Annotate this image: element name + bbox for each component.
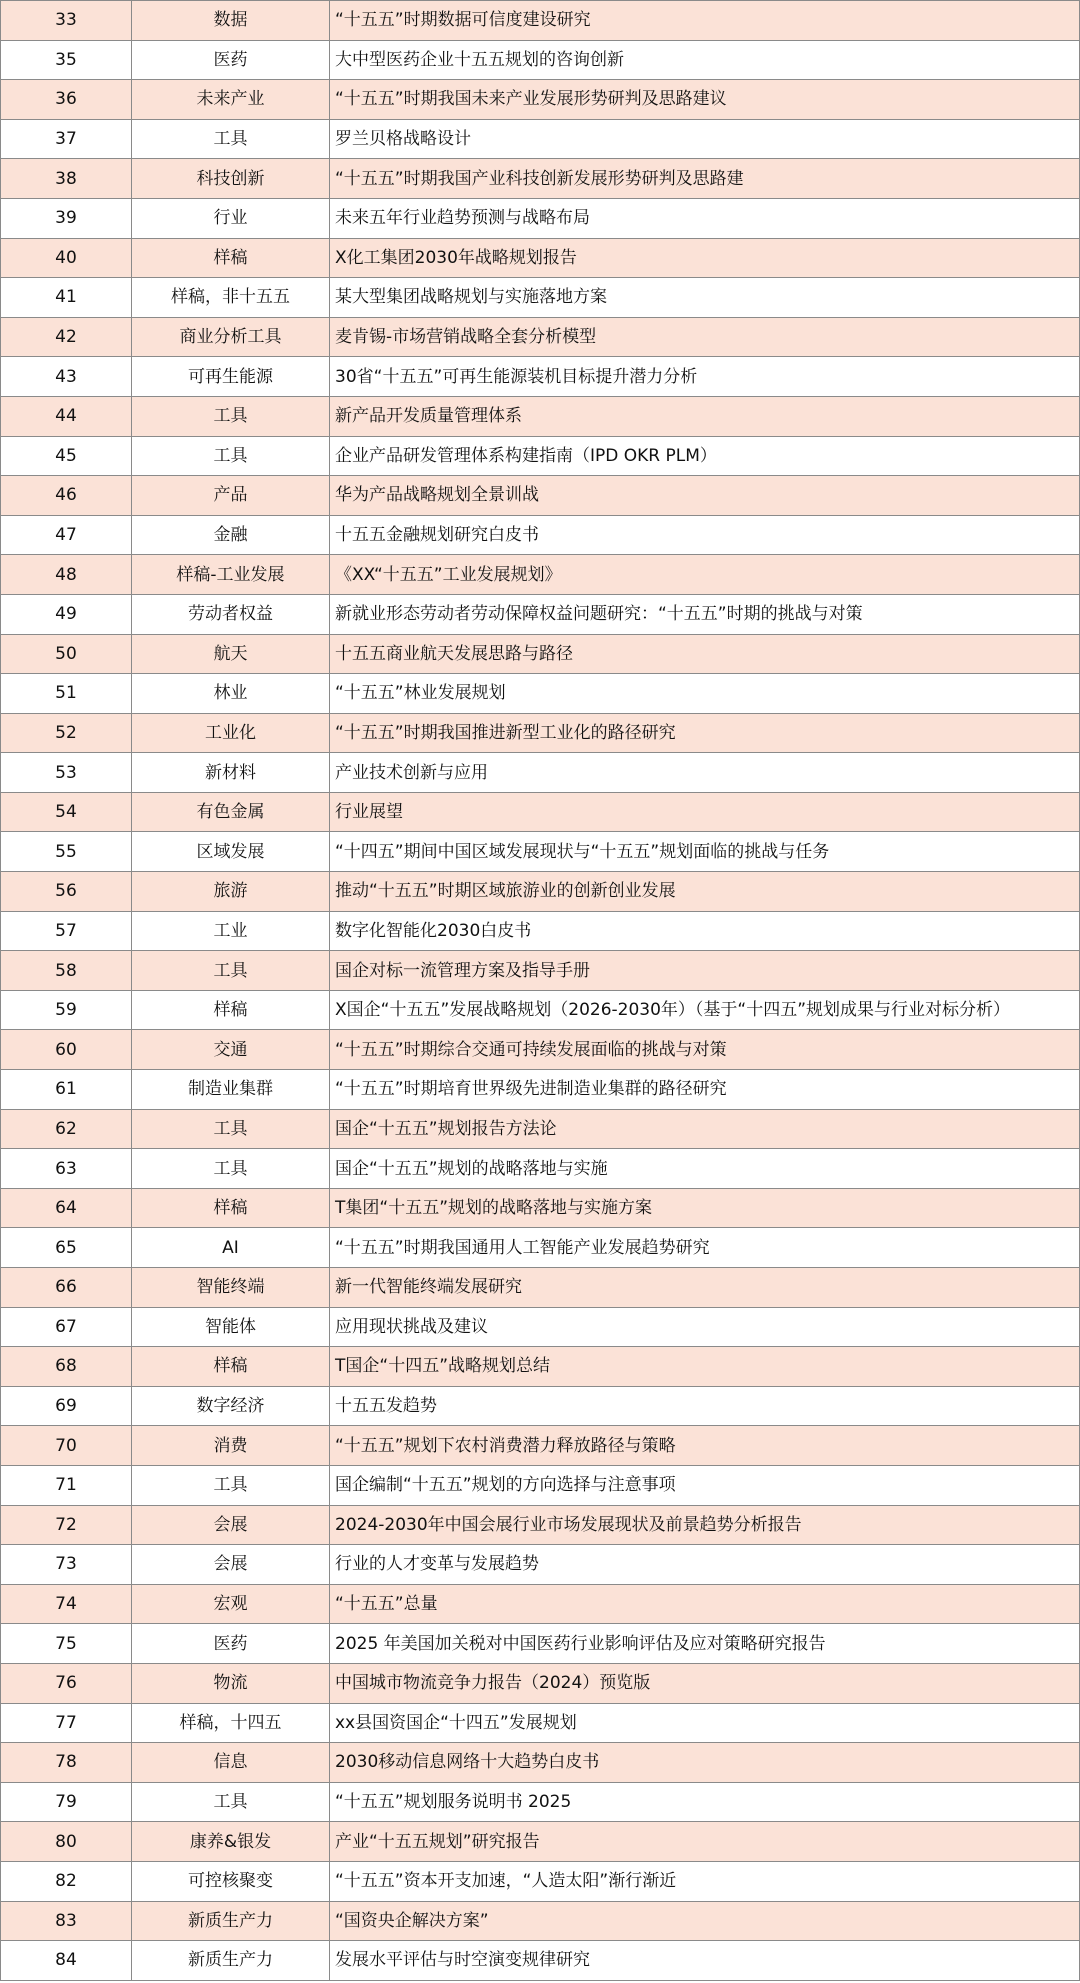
- table-row: [1, 555, 1080, 595]
- row-number: 73: [1, 1545, 132, 1585]
- table-row: [1, 634, 1080, 674]
- table-row: [1, 1941, 1080, 1981]
- row-number: 77: [1, 1703, 132, 1743]
- row-title: “十五五”资本开支加速，“人造太阳”渐行渐近: [330, 1861, 1080, 1901]
- row-title: 新产品开发质量管理体系: [330, 396, 1080, 436]
- row-category: 智能体: [132, 1307, 330, 1347]
- row-number: 37: [1, 119, 132, 159]
- table-row: [1, 1861, 1080, 1901]
- row-category: 智能终端: [132, 1268, 330, 1308]
- row-title: 新一代智能终端发展研究: [330, 1268, 1080, 1308]
- row-title: 2030移动信息网络十大趋势白皮书: [330, 1743, 1080, 1783]
- table-row: [1, 1347, 1080, 1387]
- row-number: 41: [1, 278, 132, 318]
- row-number: 65: [1, 1228, 132, 1268]
- table-row: [1, 1426, 1080, 1466]
- row-number: 33: [1, 1, 132, 41]
- row-number: 38: [1, 159, 132, 199]
- row-category: 医药: [132, 1624, 330, 1664]
- row-title: 国企编制“十五五”规划的方向选择与注意事项: [330, 1465, 1080, 1505]
- row-category: 样稿，十四五: [132, 1703, 330, 1743]
- row-number: 39: [1, 198, 132, 238]
- row-number: 54: [1, 792, 132, 832]
- row-number: 79: [1, 1782, 132, 1822]
- row-category: 样稿-工业发展: [132, 555, 330, 595]
- row-title: “国资央企解决方案”: [330, 1901, 1080, 1941]
- row-category: 工具: [132, 1149, 330, 1189]
- row-title: 国企“十五五”规划报告方法论: [330, 1109, 1080, 1149]
- row-category: 有色金属: [132, 792, 330, 832]
- row-title: 数字化智能化2030白皮书: [330, 911, 1080, 951]
- table-row: [1, 476, 1080, 516]
- row-title: 麦肯锡-市场营销战略全套分析模型: [330, 317, 1080, 357]
- row-category: 制造业集群: [132, 1070, 330, 1110]
- table-row: [1, 1070, 1080, 1110]
- row-number: 63: [1, 1149, 132, 1189]
- row-category: AI: [132, 1228, 330, 1268]
- row-category: 工业化: [132, 713, 330, 753]
- row-number: 70: [1, 1426, 132, 1466]
- row-number: 50: [1, 634, 132, 674]
- row-number: 57: [1, 911, 132, 951]
- row-title: 《XX“十五五”工业发展规划》: [330, 555, 1080, 595]
- row-number: 47: [1, 515, 132, 555]
- row-number: 51: [1, 674, 132, 714]
- table-row: [1, 1822, 1080, 1862]
- row-category: 会展: [132, 1545, 330, 1585]
- row-number: 36: [1, 80, 132, 120]
- table-row: [1, 1624, 1080, 1664]
- row-category: 行业: [132, 198, 330, 238]
- table-row: [1, 159, 1080, 199]
- row-category: 交通: [132, 1030, 330, 1070]
- row-title: 十五五商业航天发展思路与路径: [330, 634, 1080, 674]
- table-row: [1, 1505, 1080, 1545]
- row-title: 未来五年行业趋势预测与战略布局: [330, 198, 1080, 238]
- row-number: 62: [1, 1109, 132, 1149]
- row-title: “十五五”规划服务说明书 2025: [330, 1782, 1080, 1822]
- row-number: 71: [1, 1465, 132, 1505]
- row-category: 商业分析工具: [132, 317, 330, 357]
- table-row: [1, 1, 1080, 41]
- row-title: 某大型集团战略规划与实施落地方案: [330, 278, 1080, 318]
- row-category: 宏观: [132, 1584, 330, 1624]
- table-row: [1, 1465, 1080, 1505]
- row-category: 新质生产力: [132, 1941, 330, 1981]
- row-number: 45: [1, 436, 132, 476]
- row-category: 消费: [132, 1426, 330, 1466]
- row-number: 83: [1, 1901, 132, 1941]
- row-category: 工具: [132, 1465, 330, 1505]
- row-title: 行业的人才变革与发展趋势: [330, 1545, 1080, 1585]
- row-number: 84: [1, 1941, 132, 1981]
- row-title: “十五五”规划下农村消费潜力释放路径与策略: [330, 1426, 1080, 1466]
- table-row: [1, 951, 1080, 991]
- row-title: 产业技术创新与应用: [330, 753, 1080, 793]
- row-title: 国企对标一流管理方案及指导手册: [330, 951, 1080, 991]
- row-title: 发展水平评估与时空演变规律研究: [330, 1941, 1080, 1981]
- row-number: 42: [1, 317, 132, 357]
- row-category: 工业: [132, 911, 330, 951]
- row-number: 56: [1, 872, 132, 912]
- row-title: 华为产品战略规划全景训战: [330, 476, 1080, 516]
- table-row: [1, 396, 1080, 436]
- table-row: [1, 1663, 1080, 1703]
- table-row: [1, 1149, 1080, 1189]
- table-row: [1, 1307, 1080, 1347]
- row-title: 新就业形态劳动者劳动保障权益问题研究：“十五五”时期的挑战与对策: [330, 594, 1080, 634]
- row-category: 航天: [132, 634, 330, 674]
- row-number: 69: [1, 1386, 132, 1426]
- row-title: “十五五”时期我国未来产业发展形势研判及思路建议: [330, 80, 1080, 120]
- table-row: [1, 1743, 1080, 1783]
- row-title: 罗兰贝格战略设计: [330, 119, 1080, 159]
- table-row: [1, 1545, 1080, 1585]
- table-row: [1, 436, 1080, 476]
- table-row: [1, 872, 1080, 912]
- row-category: 可控核聚变: [132, 1861, 330, 1901]
- row-number: 64: [1, 1188, 132, 1228]
- row-title: “十五五”时期综合交通可持续发展面临的挑战与对策: [330, 1030, 1080, 1070]
- row-category: 工具: [132, 1782, 330, 1822]
- row-title: 应用现状挑战及建议: [330, 1307, 1080, 1347]
- row-title: 行业展望: [330, 792, 1080, 832]
- row-number: 78: [1, 1743, 132, 1783]
- table-row: [1, 198, 1080, 238]
- table-row: [1, 1703, 1080, 1743]
- row-number: 35: [1, 40, 132, 80]
- row-category: 样稿: [132, 1347, 330, 1387]
- row-category: 工具: [132, 436, 330, 476]
- table-row: [1, 753, 1080, 793]
- row-category: 新质生产力: [132, 1901, 330, 1941]
- row-category: 样稿: [132, 238, 330, 278]
- row-number: 68: [1, 1347, 132, 1387]
- row-category: 旅游: [132, 872, 330, 912]
- row-number: 58: [1, 951, 132, 991]
- table-row: [1, 1228, 1080, 1268]
- row-category: 物流: [132, 1663, 330, 1703]
- row-category: 区域发展: [132, 832, 330, 872]
- row-category: 工具: [132, 1109, 330, 1149]
- table-row: [1, 1109, 1080, 1149]
- row-category: 产品: [132, 476, 330, 516]
- row-category: 信息: [132, 1743, 330, 1783]
- row-title: 2024-2030年中国会展行业市场发展现状及前景趋势分析报告: [330, 1505, 1080, 1545]
- row-category: 工具: [132, 119, 330, 159]
- row-title: “十四五”期间中国区域发展现状与“十五五”规划面临的挑战与任务: [330, 832, 1080, 872]
- row-title: 产业“十五五规划”研究报告: [330, 1822, 1080, 1862]
- table-row: [1, 990, 1080, 1030]
- table-row: [1, 1782, 1080, 1822]
- table-row: [1, 674, 1080, 714]
- row-title: T国企“十四五”战略规划总结: [330, 1347, 1080, 1387]
- row-category: 样稿，非十五五: [132, 278, 330, 318]
- row-title: “十五五”总量: [330, 1584, 1080, 1624]
- row-category: 林业: [132, 674, 330, 714]
- row-category: 工具: [132, 396, 330, 436]
- row-title: “十五五”时期我国产业科技创新发展形势研判及思路建: [330, 159, 1080, 199]
- row-title: 大中型医药企业十五五规划的咨询创新: [330, 40, 1080, 80]
- table-row: [1, 278, 1080, 318]
- row-number: 61: [1, 1070, 132, 1110]
- table-row: [1, 357, 1080, 397]
- table-body: [1, 1, 1080, 1981]
- row-number: 55: [1, 832, 132, 872]
- row-title: T集团“十五五”规划的战略落地与实施方案: [330, 1188, 1080, 1228]
- table-row: [1, 238, 1080, 278]
- row-number: 67: [1, 1307, 132, 1347]
- row-number: 53: [1, 753, 132, 793]
- row-category: 新材料: [132, 753, 330, 793]
- table-row: [1, 119, 1080, 159]
- row-title: 推动“十五五”时期区域旅游业的创新创业发展: [330, 872, 1080, 912]
- row-category: 工具: [132, 951, 330, 991]
- row-number: 74: [1, 1584, 132, 1624]
- table-row: [1, 1188, 1080, 1228]
- row-number: 66: [1, 1268, 132, 1308]
- row-title: “十五五”时期我国推进新型工业化的路径研究: [330, 713, 1080, 753]
- table-row: [1, 515, 1080, 555]
- row-title: X化工集团2030年战略规划报告: [330, 238, 1080, 278]
- row-category: 可再生能源: [132, 357, 330, 397]
- row-title: 企业产品研发管理体系构建指南（IPD OKR PLM）: [330, 436, 1080, 476]
- table-row: [1, 1901, 1080, 1941]
- row-title: X国企“十五五”发展战略规划（2026-2030年）（基于“十四五”规划成果与行业对标分析）: [330, 990, 1080, 1030]
- row-category: 医药: [132, 40, 330, 80]
- row-title: “十五五”林业发展规划: [330, 674, 1080, 714]
- row-title: 30省“十五五”可再生能源装机目标提升潜力分析: [330, 357, 1080, 397]
- row-title: 2025 年美国加关税对中国医药行业影响评估及应对策略研究报告: [330, 1624, 1080, 1664]
- row-number: 46: [1, 476, 132, 516]
- table-row: [1, 80, 1080, 120]
- row-category: 样稿: [132, 1188, 330, 1228]
- row-number: 44: [1, 396, 132, 436]
- table-row: [1, 911, 1080, 951]
- row-category: 样稿: [132, 990, 330, 1030]
- row-category: 劳动者权益: [132, 594, 330, 634]
- row-category: 会展: [132, 1505, 330, 1545]
- table-row: [1, 40, 1080, 80]
- row-number: 48: [1, 555, 132, 595]
- table-row: [1, 1386, 1080, 1426]
- row-title: 国企“十五五”规划的战略落地与实施: [330, 1149, 1080, 1189]
- row-number: 52: [1, 713, 132, 753]
- row-title: “十五五”时期数据可信度建设研究: [330, 1, 1080, 41]
- row-category: 未来产业: [132, 80, 330, 120]
- row-number: 82: [1, 1861, 132, 1901]
- table-row: [1, 317, 1080, 357]
- row-title: 十五五发趋势: [330, 1386, 1080, 1426]
- row-category: 数字经济: [132, 1386, 330, 1426]
- row-title: “十五五”时期培育世界级先进制造业集群的路径研究: [330, 1070, 1080, 1110]
- row-number: 43: [1, 357, 132, 397]
- row-number: 80: [1, 1822, 132, 1862]
- row-number: 76: [1, 1663, 132, 1703]
- row-title: 中国城市物流竞争力报告（2024）预览版: [330, 1663, 1080, 1703]
- row-category: 数据: [132, 1, 330, 41]
- row-number: 40: [1, 238, 132, 278]
- row-title: 十五五金融规划研究白皮书: [330, 515, 1080, 555]
- row-number: 60: [1, 1030, 132, 1070]
- table-row: [1, 792, 1080, 832]
- row-title: xx县国资国企“十四五”发展规划: [330, 1703, 1080, 1743]
- table-row: [1, 832, 1080, 872]
- row-number: 59: [1, 990, 132, 1030]
- table-row: [1, 1030, 1080, 1070]
- table-row: [1, 713, 1080, 753]
- table-row: [1, 1268, 1080, 1308]
- table-row: [1, 1584, 1080, 1624]
- row-category: 科技创新: [132, 159, 330, 199]
- table-row: [1, 594, 1080, 634]
- row-title: “十五五”时期我国通用人工智能产业发展趋势研究: [330, 1228, 1080, 1268]
- row-category: 金融: [132, 515, 330, 555]
- row-number: 72: [1, 1505, 132, 1545]
- row-category: 康养&银发: [132, 1822, 330, 1862]
- row-number: 75: [1, 1624, 132, 1664]
- row-number: 49: [1, 594, 132, 634]
